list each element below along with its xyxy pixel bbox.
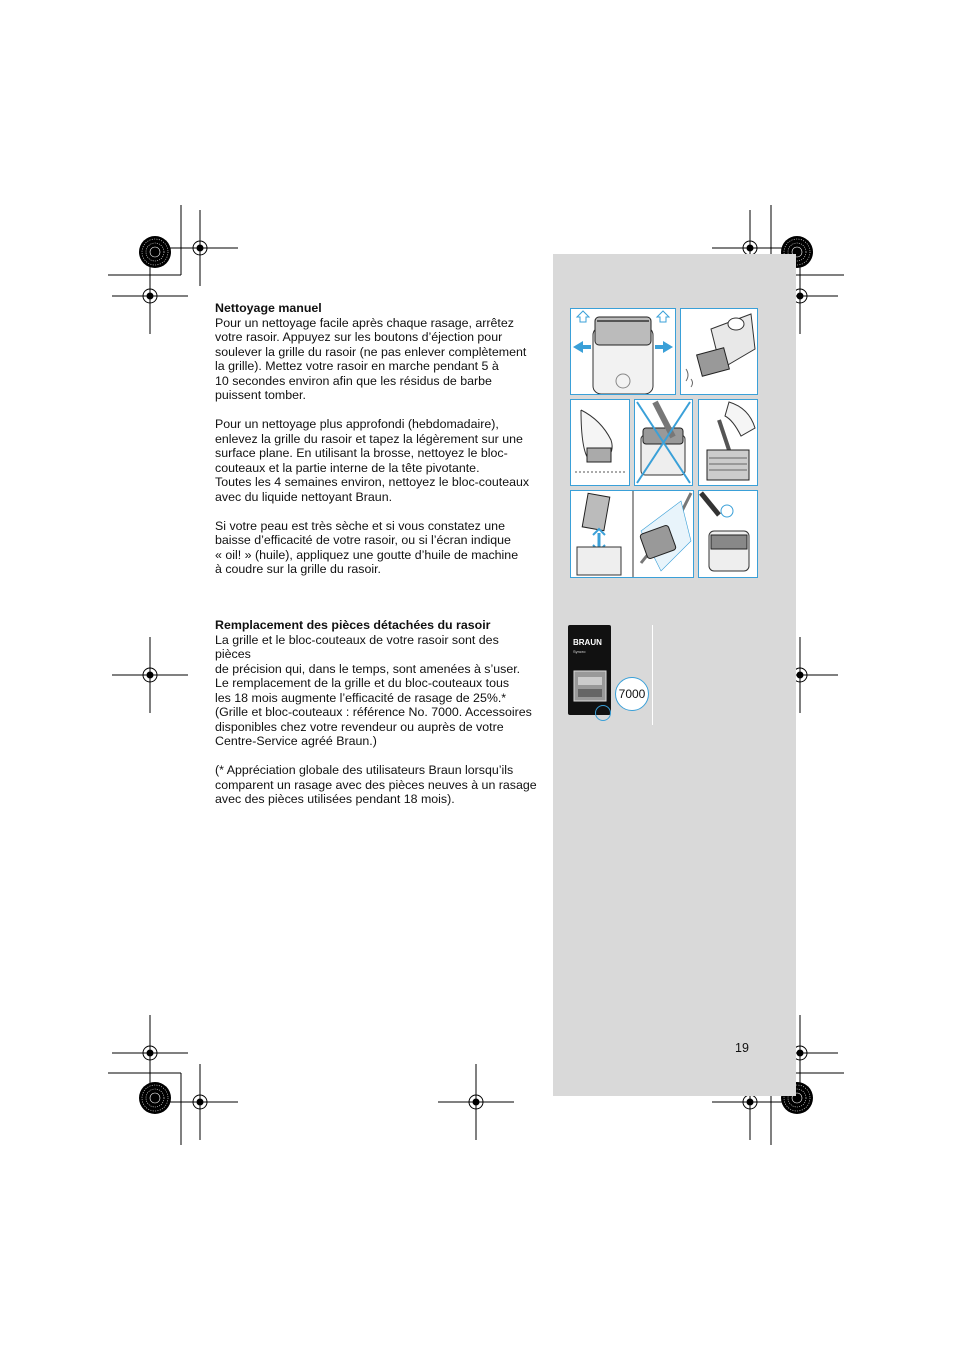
text-line: votre rasoir. Appuyez sur les boutons d’éjection pour: [215, 330, 503, 344]
text-line: les 18 mois augmente l’efficacité de rasage de 25%.*: [215, 690, 507, 705]
illustration-no-brush-foil: [634, 399, 693, 486]
text-line: la grille). Mettez votre rasoir en marche pendant 5 à: [215, 359, 499, 373]
text-line: Centre-Service agréé Braun.): [215, 734, 377, 748]
pack-brand: BRAUN: [573, 638, 602, 647]
page-number: 19: [735, 1041, 749, 1055]
text-line: soulever la grille du rasoir (ne pas enlever complètement: [215, 344, 527, 359]
illustration-eject-foil: [570, 308, 676, 395]
text-line: comparent un rasage avec des pièces neuves à un rasage: [215, 777, 537, 792]
text-line: 10 secondes environ afin que les résidus de barbe: [215, 373, 492, 388]
pack-series: Syncro: [573, 649, 586, 654]
text-line: Le remplacement de la grille et du bloc-couteaux tous: [215, 676, 510, 690]
text-line: avec du liquide nettoyant Braun.: [215, 489, 393, 504]
text-line: surface plane. En utilisant la brosse, nettoyez le bloc-: [215, 446, 508, 460]
replacement-part-pack: [568, 625, 611, 715]
text-line: à coudre sur la grille du rasoir.: [215, 562, 381, 576]
text-line: couteaux et la partie interne de la tête pivotante.: [215, 460, 480, 475]
illustration-tap-foil: [570, 399, 630, 486]
text-line: Pour un nettoyage plus approfondi (hebdomadaire),: [215, 417, 499, 431]
text-line: enlevez la grille du rasoir et tapez la légèrement sur une: [215, 431, 523, 446]
text-line: avec des pièces utilisées pendant 18 mois).: [215, 792, 455, 806]
text-line: de précision qui, dans le temps, sont amenées à s’user.: [215, 661, 521, 676]
section-replacement: [215, 618, 537, 807]
part-number-badge: 7000: [615, 677, 649, 711]
heading-replacement: Remplacement des pièces détachées du rasoir: [215, 618, 491, 632]
illustration-oil-foil: [698, 490, 758, 578]
heading-cleaning: Nettoyage manuel: [215, 301, 322, 315]
text-line: Si votre peau est très sèche et si vous constatez une: [215, 518, 505, 533]
part-number-callout: [595, 705, 611, 721]
illustration-tilt-shaver: [680, 308, 758, 395]
text-line: Toutes les 4 semaines environ, nettoyez le bloc-couteaux: [215, 475, 530, 489]
illustration-replace-cutter: [570, 490, 694, 578]
illustration-brush-cutter: [698, 399, 758, 486]
text-line: baisse d’efficacité de votre rasoir, ou si l’écran indique: [215, 533, 511, 547]
section-cleaning: [215, 301, 537, 577]
text-line: (Grille et bloc-couteaux : référence No. 7000. Accessoires: [215, 705, 532, 719]
text-line: (* Appréciation globale des utilisateurs Braun lorsqu’ils: [215, 763, 514, 777]
text-line: disponibles chez votre revendeur ou auprès de votre: [215, 719, 504, 734]
text-line: La grille et le bloc-couteaux de votre rasoir sont des pièces: [215, 632, 499, 661]
text-line: puissent tomber.: [215, 388, 306, 402]
text-line: « oil! » (huile), appliquez une goutte d’huile de machine: [215, 547, 519, 562]
text-line: Pour un nettoyage facile après chaque rasage, arrêtez: [215, 315, 514, 330]
